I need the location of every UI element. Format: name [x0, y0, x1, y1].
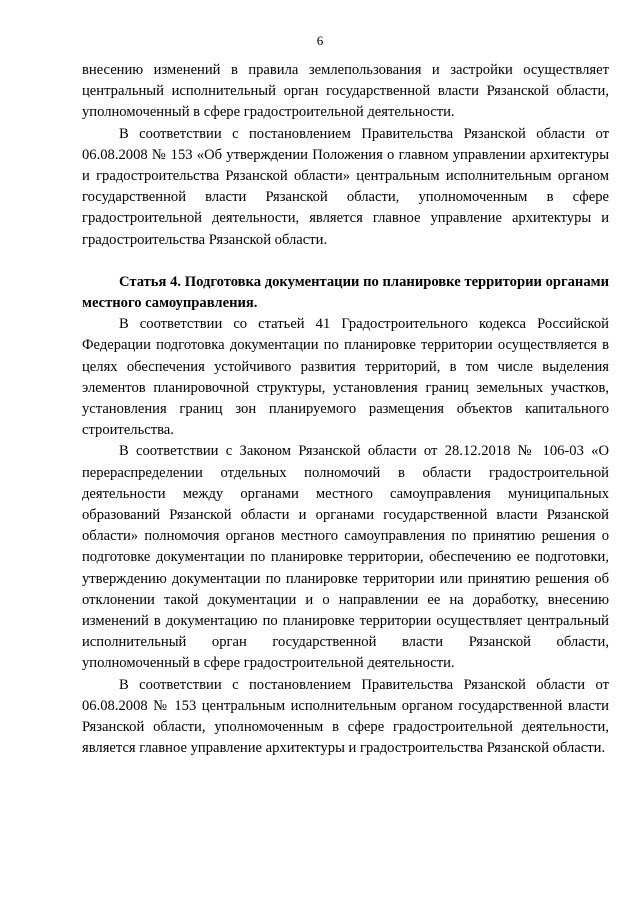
article-4-heading: Статья 4. Подготовка документации по планировке территории органами местного самоуправления. — [82, 273, 609, 312]
document-body — [82, 60, 609, 760]
page-number: 6 — [316, 33, 324, 48]
paragraph-resolution-153-second: В соответствии с постановлением Правительства Рязанской области от 06.08.2008 № 153 центральным исполнительным органом государственной власти Рязанской области, уполномоченным в сфере градостроительной деятельности, является главное управление архитектуры и градостроительства Рязанской области. — [82, 676, 609, 757]
paragraph-law-106: В соответствии с Законом Рязанской области от 28.12.2018 № 106-03 «О перераспределении отдельных полномочий в области градостроительной деятельности между органами местного самоуправления муниципальных образований Рязанской области и органами государственной власти Рязанской области» полномочия органов местного самоуправления по принятию решения о подготовке документации по планировке территории, обеспечению ее подготовки, утверждению документации по планировке территории или принятию решения об отклонении такой документации и о направлении ее на доработку, внесению изменений в документацию по планировке территории осуществляет центральный исполнительный орган государственной власти Рязанской области, уполномоченный в сфере градостроительной деятельности. — [82, 443, 609, 672]
paragraph-resolution-153: В соответствии с постановлением Правительства Рязанской области от 06.08.2008 № 153 «Об утверждении Положения о главном управлении архитектуры и градостроительства Рязанской области» центральным исполнительным органом государственной власти Рязанской области, уполномоченным в сфере градостроительной деятельности, является главное управление архитектуры и градостроительства Рязанской области. — [82, 125, 609, 248]
paragraph-continuation: внесению изменений в правила землепользования и застройки осуществляет центральный исполнительный орган государственной власти Рязанской области, уполномоченный в сфере градостроительной деятельности. — [82, 62, 609, 121]
paragraph-article-41: В соответствии со статьей 41 Градостроительного кодекса Российской Федерации подготовка документации по планировке территории осуществляется в целях обеспечения устойчивого развития территорий, в том числе выделения элементов планировочной структуры, установления границ земельных участков, установления границ зон планируемого размещения объектов капитального строительства. — [82, 316, 609, 439]
